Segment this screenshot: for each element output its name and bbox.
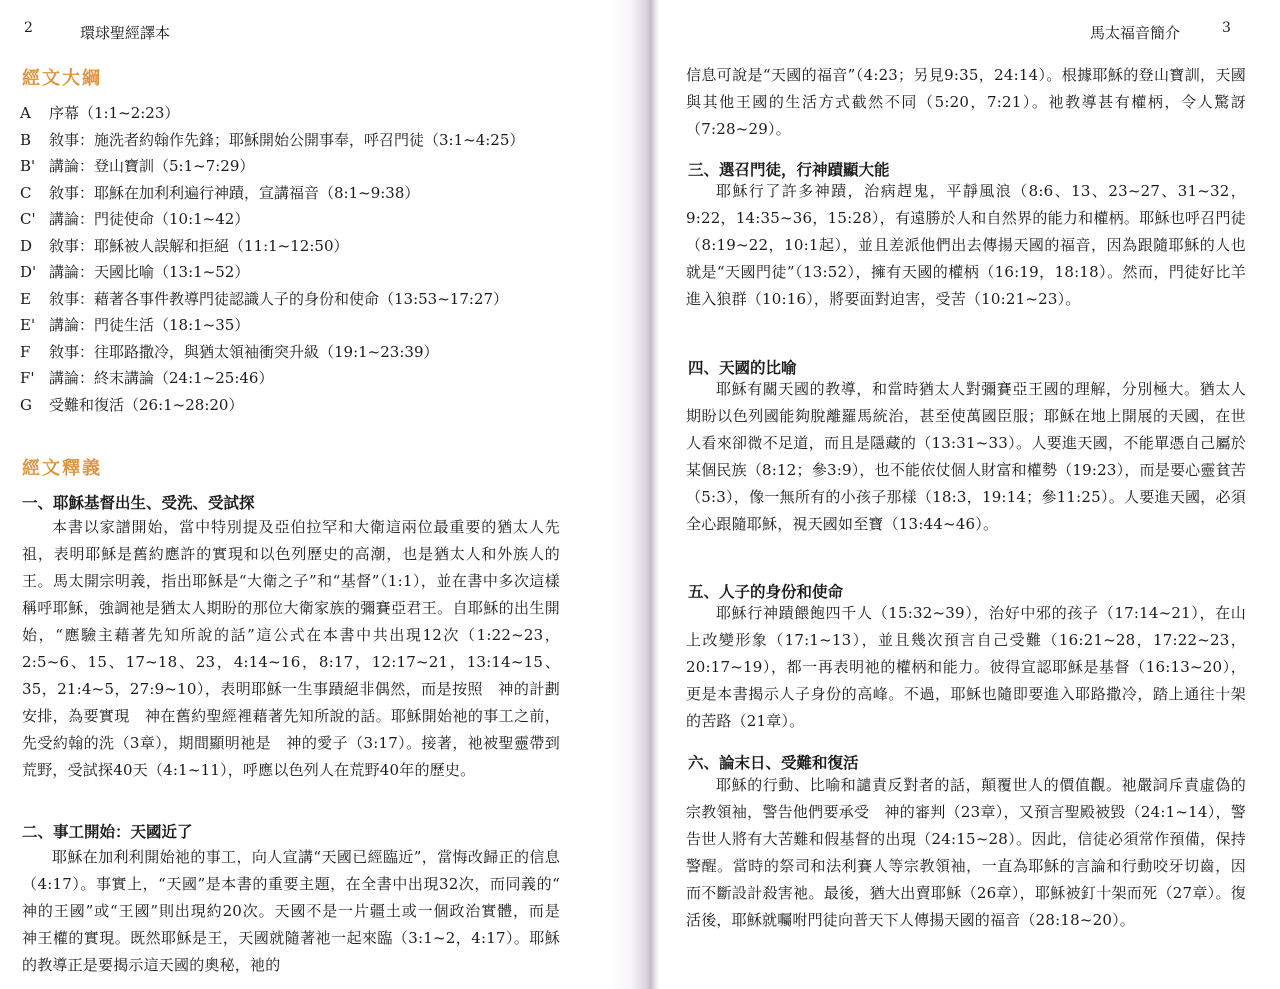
exposition-section-title: 經文釋義 [22, 458, 102, 479]
outline-item: B' 講論：登山寶訓（5:1~7:29） [20, 157, 255, 175]
outline-section-title: 經文大綱 [22, 68, 102, 89]
section-1-body: 本書以家譜開始，當中特別提及亞伯拉罕和大衛這兩位最重要的猶太人先祖，表明耶穌是舊約應許的實現和以色列歷史的高潮，也是猶太人和外族人的王。馬太開宗明義，指出耶穌是“大衛之子”和“基督”（1:1），並在書中多次這樣稱呼耶穌，強調祂是猶太人期盼的那位大衛家族的彌賽亞君王。自耶穌的出生開始，“應驗主藉著先知所說的話”這公式在本書中共出現12次（1:22~23，2:5~6、15、17~18、23，4:14~16，8:17，12:17~21，13:14~15、35，21:4~5，27:9~10），表明耶穌一生事蹟絕非偶然，而是按照 神的計劃安排，為要實現 神在舊約聖經裡藉著先知所說的話。耶穌開始祂的事工之前，先受約翰的洗（3章），期間顯明祂是 神的愛子（3:17）。接著，祂被聖靈帶到荒野，受試探40天（4:1~11），呼應以色列人在荒野40年的歷史。 [22, 518, 560, 779]
continuation-paragraph: 信息可說是“天國的福音”（4:23；另見9:35，24:14）。根據耶穌的登山寶訓，天國與其他王國的生活方式截然不同（5:20，7:21）。祂教導甚有權柄，令人驚訝（7:28~29）。 [686, 66, 1246, 138]
section-5-body: 耶穌行神蹟餵飽四千人（15:32~39），治好中邪的孩子（17:14~21），在山上改變形象（17:1~13），並且幾次預言自己受難（16:21~28，17:22~23，20:17~19），都一再表明祂的權柄和能力。彼得宣認耶穌是基督（16:13~20），更是本書揭示人子身份的高峰。不過，耶穌也隨即要進入耶路撒冷，踏上通往十架的苦路（21章）。 [686, 604, 1246, 730]
outline-item: C' 講論：門徒使命（10:1~42） [20, 210, 250, 228]
left-page-number: 2 [24, 20, 33, 36]
outline-item: E' 講論：門徒生活（18:1~35） [20, 316, 250, 334]
right-running-title: 馬太福音簡介 [1090, 24, 1181, 42]
section-2-body: 耶穌在加利利開始祂的事工，向人宣講“天國已經臨近”，當悔改歸正的信息（4:17）。事實上，“天國”是本書的重要主題，在全書中出現32次，而同義的“ 神的王國”或“王國”則出現約20次。天國不是一片疆土或一個政治實體，而是 神王權的實現。既然耶穌是王，天國就隨著祂一起來臨（3:1~2，4:17）。耶穌的教導正是要揭示這天國的奧秘，祂的 [22, 848, 576, 974]
right-page [660, 0, 1280, 989]
outline-item: F' 講論：終末講論（24:1~25:46） [20, 369, 274, 387]
outline-item: D 敘事：耶穌被人誤解和拒絕（11:1~12:50） [20, 236, 349, 255]
section-5-heading: 五、人子的身份和使命 [688, 583, 844, 601]
outline-item: F 敘事：往耶路撒冷，與猶太領袖衝突升級（19:1~23:39） [20, 342, 439, 361]
section-4-heading: 四、天國的比喻 [688, 359, 797, 377]
section-3-heading: 三、選召門徒，行神蹟顯大能 [688, 161, 890, 179]
outline-item: E 敘事：藉著各事件教導門徒認識人子的身份和使命（13:53~17:27） [20, 289, 509, 308]
outline-item: A 序幕（1:1~2:23） [20, 104, 180, 122]
left-page [0, 0, 612, 989]
section-6-heading: 六、論末日、受難和復活 [688, 754, 859, 772]
section-4-body: 耶穌有關天國的教導，和當時猶太人對彌賽亞王國的理解，分別極大。猶太人期盼以色列國能夠脫離羅馬統治，甚至使萬國臣服；耶穌在地上開展的天國，在世人看來卻微不足道，而且是隱藏的（13:31~33）。人要進天國，不能單憑自己屬於某個民族（8:12；參3:9），也不能依仗個人財富和權勢（19:23），而是要心靈貧苦（5:3），像一無所有的小孩子那樣（18:3，19:14；參11:25）。人要進天國，必須全心跟隨耶穌，視天國如至寶（13:44~46）。 [686, 380, 1246, 533]
section-3-body: 耶穌行了許多神蹟，治病趕鬼，平靜風浪（8:6、13、23~27、31~32，9:22，14:35~36，15:28），有遠勝於人和自然界的能力和權柄。耶穌也呼召門徒（8:19~22，10:1起），並且差派他們出去傳揚天國的福音，因為跟隨耶穌的人也就是“天國門徒”（13:52），擁有天國的權柄（16:19，18:18）。然而，門徒好比羊進入狼群（10:16），將要面對迫害，受苦（10:21~23）。 [686, 182, 1246, 308]
outline-item: G 受難和復活（26:1~28:20） [20, 395, 244, 414]
left-running-title: 環球聖經譯本 [80, 24, 171, 42]
outline-item: C 敘事：耶穌在加利利遍行神蹟，宣講福音（8:1~9:38） [20, 183, 420, 202]
section-2-heading: 二、事工開始：天國近了 [22, 823, 193, 841]
book-gutter [612, 0, 660, 989]
section-1-heading: 一、耶穌基督出生、受洗、受試探 [22, 494, 255, 512]
outline-list [20, 100, 600, 418]
outline-item: B 敘事：施洗者約翰作先鋒；耶穌開始公開事奉，呼召門徒（3:1~4:25） [20, 130, 525, 149]
right-page-number: 3 [1222, 20, 1231, 36]
section-6-body: 耶穌的行動、比喻和譴責反對者的話，顛覆世人的價值觀。祂嚴詞斥責虛偽的宗教領袖，警告他們要承受 神的審判（23章），又預言聖殿被毀（24:1~14），警告世人將有大苦難和假基督的出現（24:15~28）。因此，信徒必須常作預備，保持警醒。當時的祭司和法利賽人等宗教領袖，一直為耶穌的言論和行動咬牙切齒，因而不斷設計殺害祂。最後，猶大出賣耶穌（26章），耶穌被釘十架而死（27章）。復活後，耶穌就囑咐門徒向普天下人傳揚天國的福音（28:18~20）。 [686, 776, 1246, 929]
outline-item: D' 講論：天國比喻（13:1~52） [20, 263, 250, 281]
